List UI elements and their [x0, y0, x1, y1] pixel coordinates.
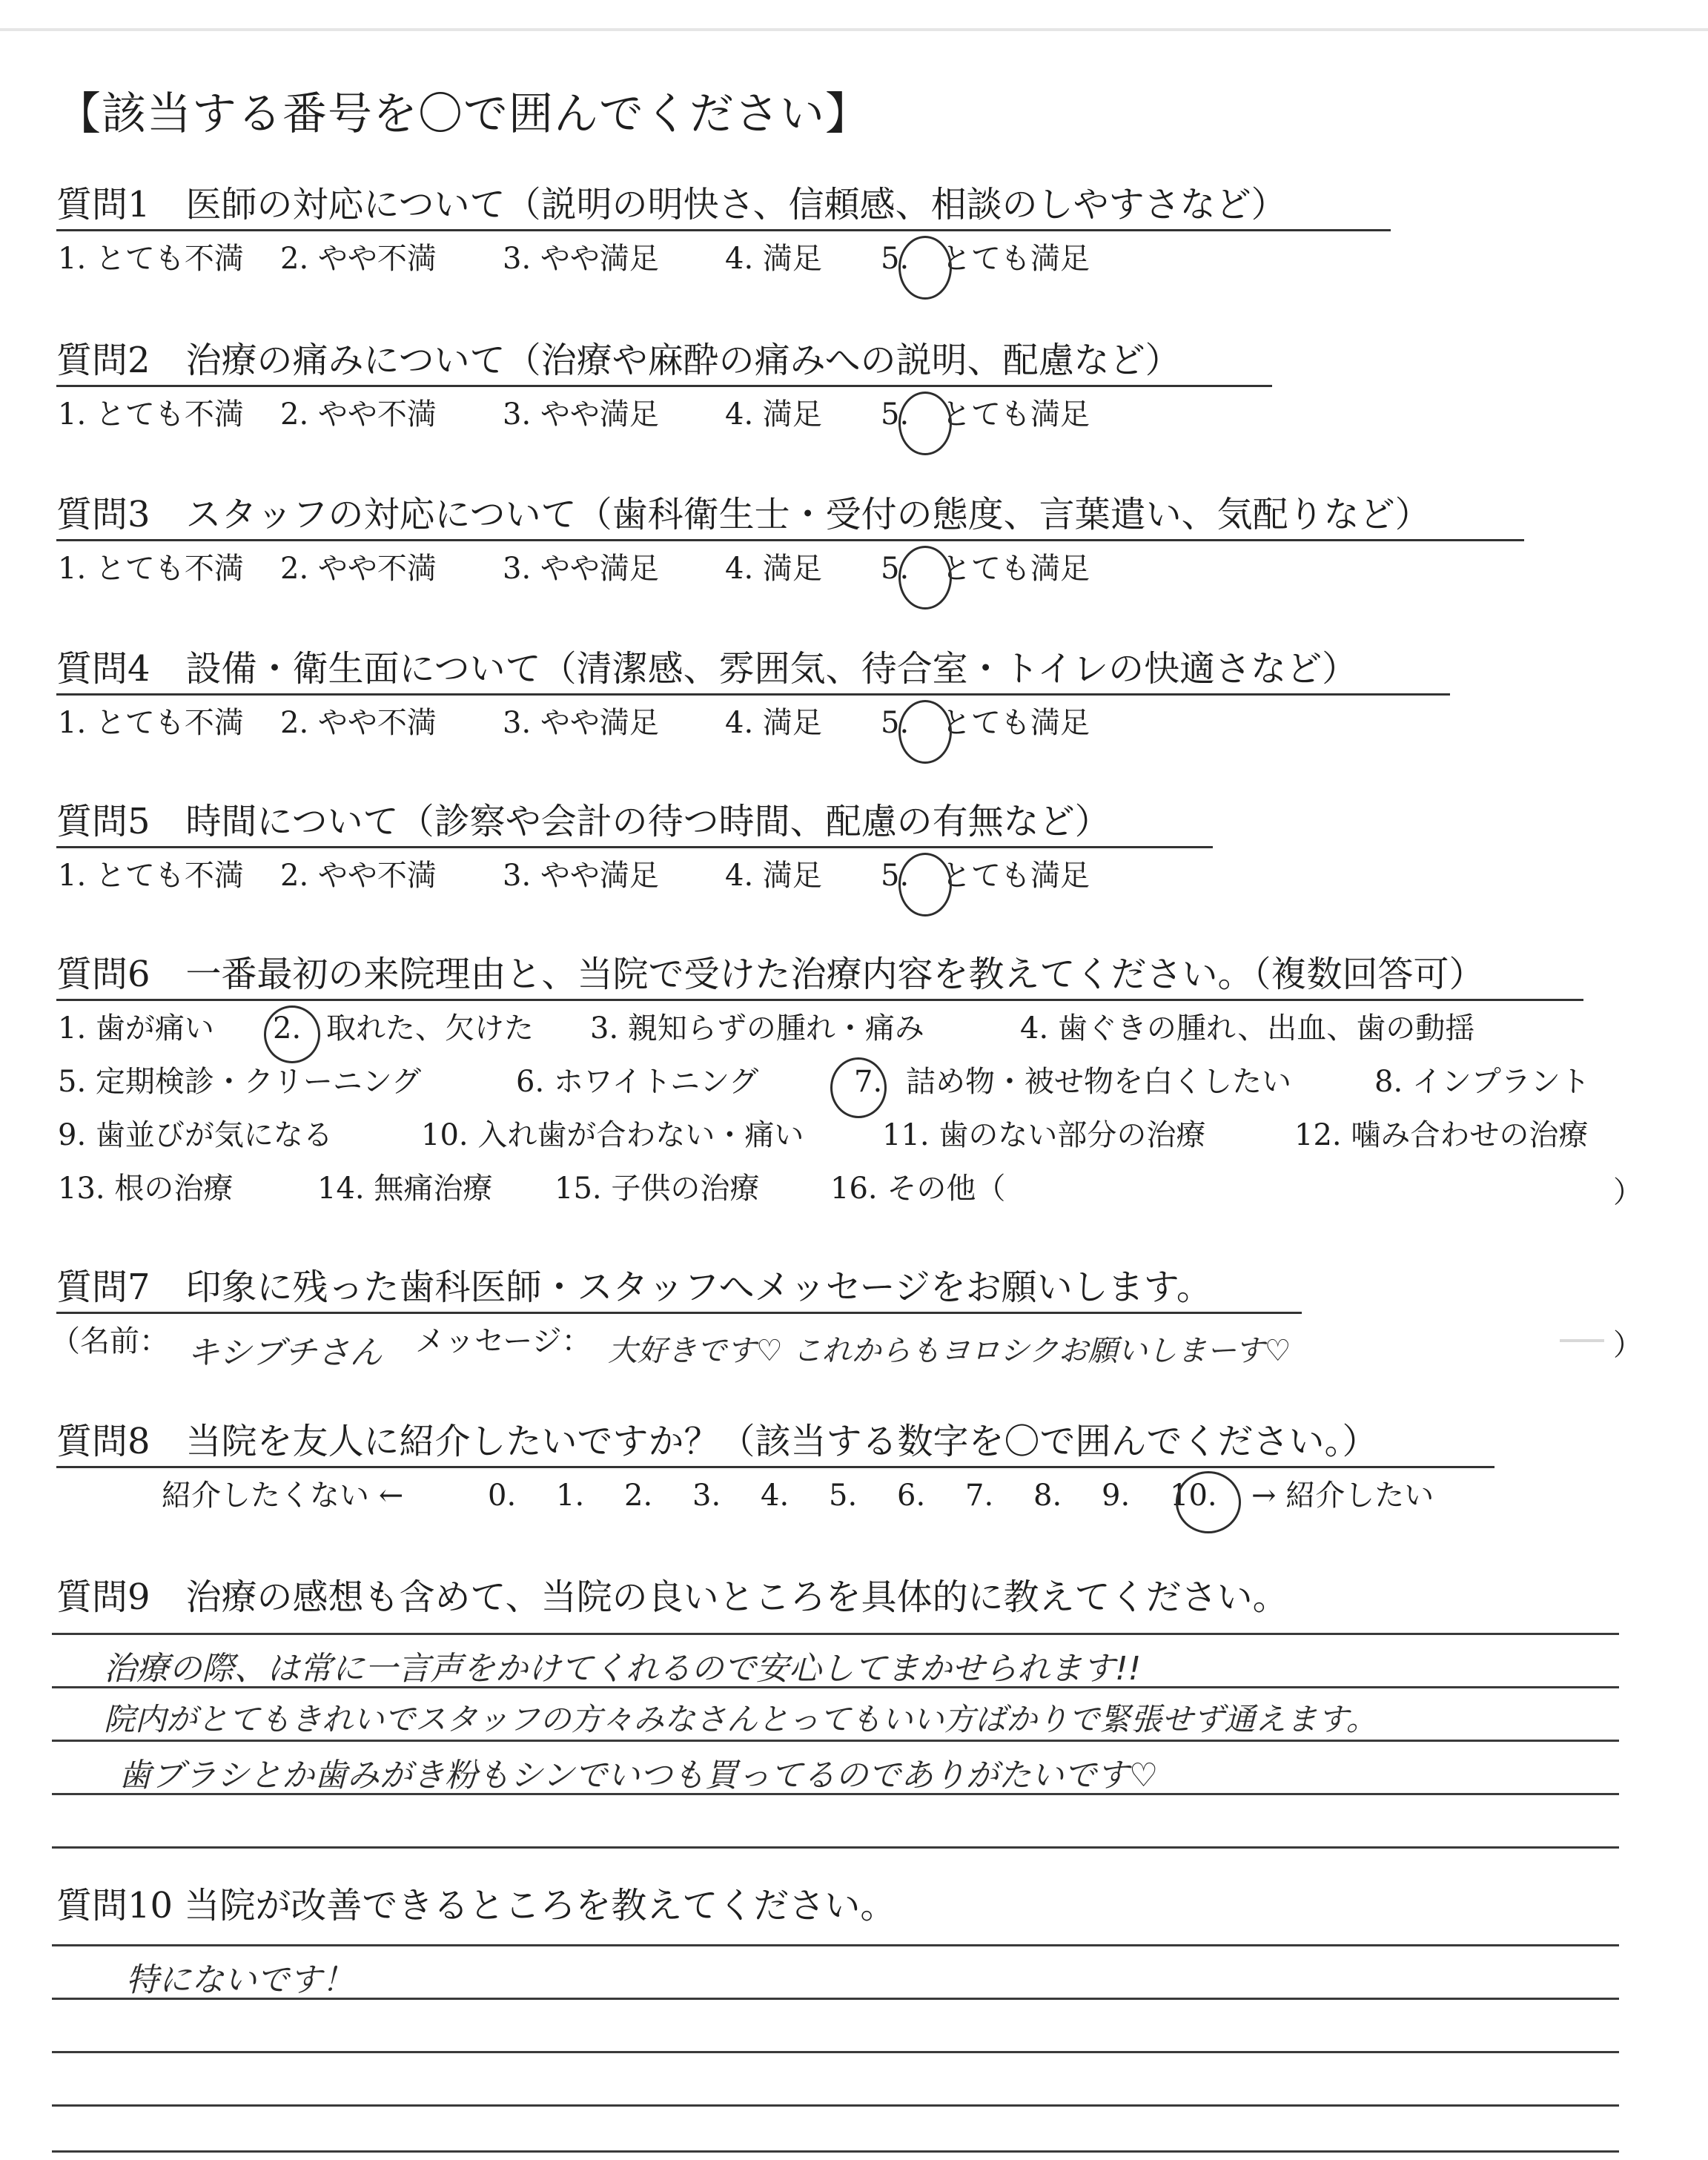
- q10-writing-line-1: [52, 1944, 1619, 1946]
- q9-title: 質問9 治療の感想も含めて、当院の良いところを具体的に教えてください。: [56, 1576, 1288, 1618]
- scan-artifact: [1560, 1339, 1604, 1342]
- q8-scale: [162, 1476, 1434, 1516]
- q4-underline: [56, 693, 1450, 696]
- q7-close-paren: ）: [1613, 1328, 1643, 1362]
- q6-selection-circle-7: [830, 1057, 887, 1118]
- q2-opt-2[interactable]: 2. やや不満: [280, 397, 437, 432]
- q6-options-row3: [58, 1115, 1588, 1155]
- q4-opt-4[interactable]: 4. 満足: [725, 706, 822, 740]
- q6-opt-2[interactable]: 2.: [273, 1011, 302, 1046]
- q6-opt-6[interactable]: 6. ホワイトニング: [516, 1065, 759, 1099]
- q5-opt-3[interactable]: 3. やや満足: [503, 859, 659, 893]
- q5-selection-circle: [898, 853, 952, 916]
- q6-opt-15[interactable]: 15. 子供の治療: [555, 1172, 760, 1206]
- q1-underline: [56, 229, 1391, 231]
- q3-opt-3[interactable]: 3. やや満足: [503, 552, 659, 586]
- q8-left-label: 紹介したくない ←: [162, 1479, 404, 1513]
- q3-underline: [56, 539, 1524, 541]
- q2-opt-3[interactable]: 3. やや満足: [503, 397, 659, 432]
- q1-opt-3[interactable]: 3. やや満足: [503, 242, 659, 276]
- q8-opt-4[interactable]: 4.: [761, 1479, 790, 1513]
- q10-answer-line-1[interactable]: 特にないです！: [126, 1961, 354, 1999]
- q8-opt-2[interactable]: 2.: [624, 1479, 653, 1513]
- q6-opt-9[interactable]: 9. 歯並びが気になる: [58, 1118, 333, 1152]
- q4-selection-circle: [898, 700, 952, 764]
- q9-answer-line-3[interactable]: 歯ブラシとか歯みがき粉もシンでいつも買ってるのでありがたいです♡: [119, 1757, 1159, 1794]
- q6-opt-13[interactable]: 13. 根の治療: [58, 1172, 234, 1206]
- q6-opt-10[interactable]: 10. 入れ歯が合わない・痛い: [421, 1118, 804, 1152]
- q5-opt-5-label: とても満足: [941, 859, 1090, 893]
- q6-opt-1[interactable]: 1. 歯が痛い: [58, 1011, 214, 1046]
- q5-opt-4[interactable]: 4. 満足: [725, 859, 822, 893]
- q6-opt-12[interactable]: 12. 噛み合わせの治療: [1294, 1118, 1589, 1152]
- q3-opt-2[interactable]: 2. やや不満: [280, 552, 437, 586]
- q1-selection-circle: [898, 236, 952, 300]
- q5-opt-5[interactable]: 5.: [881, 859, 910, 893]
- q1-opt-4[interactable]: 4. 満足: [725, 242, 822, 276]
- q7-title: 質問7 印象に残った歯科医師・スタッフへメッセージをお願いします。: [56, 1266, 1212, 1308]
- q6-selection-circle-2: [264, 1005, 320, 1063]
- q10-title: 質問10 当院が改善できるところを教えてください。: [56, 1885, 896, 1926]
- q6-opt-5[interactable]: 5. 定期検診・クリーニング: [58, 1065, 422, 1099]
- q3-opt-5-label: とても満足: [941, 552, 1090, 586]
- q8-opt-6[interactable]: 6.: [897, 1479, 926, 1513]
- q1-opt-5-label: とても満足: [941, 242, 1090, 276]
- q10-writing-line-4: [52, 2104, 1619, 2107]
- q2-opt-5[interactable]: 5.: [881, 397, 910, 432]
- q3-selection-circle: [898, 546, 952, 610]
- q4-opt-5[interactable]: 5.: [881, 706, 910, 740]
- q6-opt-7-label: 詰め物・被せ物を白くしたい: [906, 1065, 1291, 1099]
- q6-underline: [56, 999, 1583, 1001]
- q7-message-label: メッセージ：: [415, 1324, 592, 1358]
- q8-opt-9[interactable]: 9.: [1102, 1479, 1131, 1513]
- q10-writing-line-3: [52, 2051, 1619, 2053]
- q4-opt-3[interactable]: 3. やや満足: [503, 706, 659, 740]
- q4-opt-2[interactable]: 2. やや不満: [280, 706, 437, 740]
- q1-title: 質問1 医師の対応について（説明の明快さ、信頼感、相談のしやすさなど）: [56, 184, 1287, 225]
- q4-opt-5-label: とても満足: [941, 706, 1090, 740]
- q3-opt-4[interactable]: 4. 満足: [725, 552, 822, 586]
- q8-opt-5[interactable]: 5.: [829, 1479, 858, 1513]
- q6-title: 質問6 一番最初の来院理由と、当院で受けた治療内容を教えてください。（複数回答可）: [56, 954, 1485, 995]
- q6-opt-7[interactable]: 7.: [854, 1065, 883, 1099]
- q8-opt-7[interactable]: 7.: [965, 1479, 994, 1513]
- q9-writing-line-5: [52, 1846, 1619, 1849]
- q9-answer-line-1[interactable]: 治療の際、は常に一言声をかけてくれるので安心してまかせられます!!: [104, 1650, 1142, 1688]
- q9-writing-line-1: [52, 1633, 1619, 1635]
- q7-underline: [56, 1312, 1302, 1314]
- q5-underline: [56, 846, 1213, 848]
- q3-opt-1[interactable]: 1. とても不満: [58, 552, 244, 586]
- q4-opt-1[interactable]: 1. とても不満: [58, 706, 244, 740]
- q9-writing-line-3: [52, 1740, 1619, 1742]
- q8-opt-8[interactable]: 8.: [1033, 1479, 1062, 1513]
- q5-opt-2[interactable]: 2. やや不満: [280, 859, 437, 893]
- q3-opt-5[interactable]: 5.: [881, 552, 910, 586]
- q7-name-label: （名前：: [50, 1324, 169, 1358]
- q1-opt-5[interactable]: 5.: [881, 242, 910, 276]
- q7-name-handwritten[interactable]: キシブチさん: [187, 1334, 383, 1372]
- q9-answer-line-2[interactable]: 院内がとてもきれいでスタッフの方々みなさんとってもいい方ばかりで緊張せず通えます。: [104, 1701, 1377, 1737]
- q8-selection-circle: [1176, 1471, 1241, 1533]
- q6-other-close-paren: ）: [1613, 1175, 1643, 1209]
- q6-opt-11[interactable]: 11. 歯のない部分の治療: [882, 1118, 1206, 1152]
- q5-opt-1[interactable]: 1. とても不満: [58, 859, 244, 893]
- q10-writing-line-5: [52, 2150, 1619, 2153]
- form-header: 【該当する番号を〇で囲んでください】: [56, 88, 870, 140]
- q1-opt-2[interactable]: 2. やや不満: [280, 242, 437, 276]
- q2-underline: [56, 385, 1272, 387]
- q8-right-label: → 紹介したい: [1251, 1479, 1434, 1513]
- q6-options-row4: [58, 1169, 1005, 1209]
- q7-message-handwritten[interactable]: 大好きです♡ これからもヨロシクお願いしまーす♡: [608, 1334, 1291, 1368]
- q1-opt-1[interactable]: 1. とても不満: [58, 242, 244, 276]
- q8-opt-1[interactable]: 1.: [556, 1479, 585, 1513]
- q5-title: 質問5 時間について（診察や会計の待つ時間、配慮の有無など）: [56, 801, 1110, 842]
- q2-title: 質問2 治療の痛みについて（治療や麻酔の痛みへの説明、配慮など）: [56, 340, 1181, 381]
- q8-opt-3[interactable]: 3.: [692, 1479, 721, 1513]
- q2-opt-4[interactable]: 4. 満足: [725, 397, 822, 432]
- q8-opt-10[interactable]: 10.: [1170, 1479, 1217, 1513]
- q6-opt-2-label: 取れた、欠けた: [326, 1011, 534, 1046]
- scan-top-edge: [0, 28, 1708, 31]
- q2-selection-circle: [898, 392, 952, 455]
- q6-opt-4[interactable]: 4. 歯ぐきの腫れ、出血、歯の動揺: [1020, 1011, 1475, 1046]
- q6-options-row2: [58, 1062, 1590, 1102]
- q8-underline: [56, 1466, 1494, 1468]
- q4-title: 質問4 設備・衛生面について（清潔感、雰囲気、待合室・トイレの快適さなど）: [56, 648, 1358, 690]
- q6-opt-3[interactable]: 3. 親知らずの腫れ・痛み: [590, 1011, 924, 1046]
- q8-title: 質問8 当院を友人に紹介したいですか？（該当する数字を〇で囲んでください。）: [56, 1421, 1378, 1462]
- q6-opt-14[interactable]: 14. 無痛治療: [317, 1172, 493, 1206]
- q3-title: 質問3 スタッフの対応について（歯科衛生士・受付の態度、言葉遣い、気配りなど）: [56, 494, 1431, 535]
- q6-opt-8[interactable]: 8. インプラント: [1374, 1065, 1590, 1099]
- q2-opt-5-label: とても満足: [941, 397, 1090, 432]
- q8-opt-0[interactable]: 0.: [488, 1479, 517, 1513]
- q2-opt-1[interactable]: 1. とても不満: [58, 397, 244, 432]
- q6-opt-16[interactable]: 16. その他（: [830, 1172, 1006, 1206]
